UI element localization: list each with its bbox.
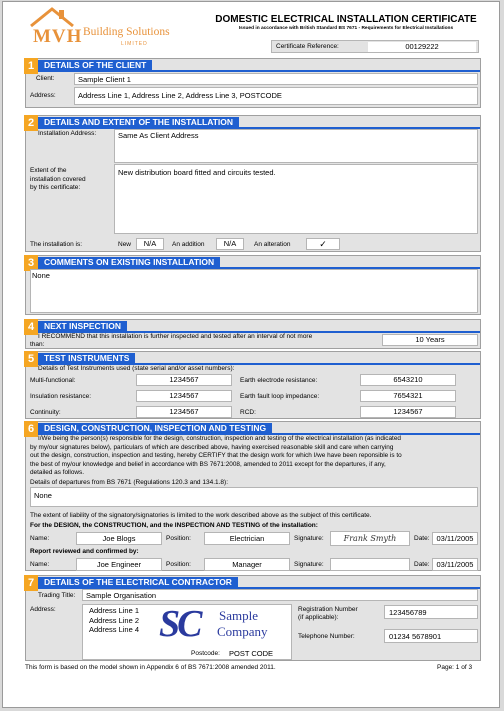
declaration-line-4: the best of my/our knowledge and belief in accordance with BS 7671:2008, amended to 2011 except for the departures, if any, — [30, 460, 386, 468]
earth-electrode-field[interactable] — [360, 374, 456, 386]
house-roof-icon — [29, 6, 75, 28]
footer-note: This form is based on the model shown in Appendix 6 of BS 7671:2008 amended 2011. — [25, 664, 276, 671]
insulation-label: Insulation resistance: — [30, 393, 92, 400]
certificate-reference-box — [271, 40, 479, 53]
alteration-label: An alteration — [254, 241, 291, 248]
test-instruments-intro: Details of Test Instruments used (state serial and/or asset numbers): — [38, 365, 235, 372]
section-7-number: 7 — [24, 575, 38, 591]
section-test-instruments — [25, 351, 481, 419]
section-2-number: 2 — [24, 115, 38, 131]
section-contractor — [25, 575, 481, 661]
trading-title-field[interactable] — [82, 589, 478, 601]
contractor-address-line-2: Address Line 2 — [89, 615, 140, 625]
client-address-label: Address: — [30, 92, 56, 99]
reviewer-date-label: Date: — [414, 561, 430, 568]
alteration-field[interactable] — [306, 238, 340, 250]
telephone-value: 01234 5678901 — [389, 632, 442, 641]
installation-address-field[interactable] — [114, 129, 478, 163]
section-next-inspection — [25, 319, 481, 349]
reviewer-date-field[interactable] — [432, 558, 478, 571]
certificate-reference-value: 00129222 — [405, 42, 439, 51]
installation-is-label: The installation is: — [30, 241, 83, 248]
next-inspection-text-line-2: than: — [30, 341, 45, 348]
reviewer-position-field[interactable] — [204, 558, 290, 571]
contractor-address-field[interactable] — [82, 604, 292, 660]
earth-electrode-label: Earth electrode resistance: — [240, 377, 318, 384]
declaration-line-1: I/We being the person(s) responsible for the design, construction, inspection and testing of the electrical installation (as indicated — [38, 435, 401, 442]
extent-field[interactable] — [114, 164, 478, 234]
page-number: Page: 1 of 3 — [437, 664, 473, 671]
extent-label-line-3: by this certificate: — [30, 184, 81, 191]
next-inspection-value: 10 Years — [415, 335, 445, 344]
multi-functional-value: 1234567 — [169, 375, 199, 384]
section-6-number: 6 — [24, 421, 38, 437]
section-installation — [25, 115, 481, 252]
insulation-value: 1234567 — [169, 391, 199, 400]
section-1-title: DETAILS OF THE CLIENT — [38, 60, 152, 71]
reviewer-signature-field[interactable] — [330, 558, 410, 571]
company-logo — [11, 6, 181, 50]
certificate-reference-field[interactable] — [368, 42, 476, 52]
section-1-number: 1 — [24, 58, 38, 74]
comments-field[interactable] — [30, 269, 478, 313]
section-2-title: DETAILS AND EXTENT OF THE INSTALLATION — [38, 117, 239, 128]
telephone-label: Telephone Number: — [298, 633, 355, 640]
designer-date-value: 03/11/2005 — [436, 534, 474, 543]
certificate-reference-label: Certificate Reference: — [276, 43, 339, 50]
contractor-address-lines — [89, 606, 139, 635]
designer-signature-label: Signature: — [294, 535, 324, 542]
contractor-address-label: Address: — [30, 606, 56, 613]
reviewer-position-value: Manager — [232, 560, 262, 569]
new-label: New — [118, 241, 132, 248]
multi-functional-field[interactable] — [136, 374, 232, 386]
review-heading: Report reviewed and confirmed by: — [30, 548, 139, 555]
section-4-title: NEXT INSPECTION — [38, 321, 127, 332]
extent-value: New distribution board fitted and circuits tested. — [118, 168, 276, 177]
section-3-title: COMMENTS ON EXISTING INSTALLATION — [38, 257, 220, 268]
declaration-line-5: detailed as follows. — [30, 469, 84, 477]
section-client — [25, 58, 481, 108]
client-value: Sample Client 1 — [78, 75, 131, 84]
declaration-line-2: by my/our signatures below), particulars of which are described above, having exercised reasonable skill and care when carrying — [30, 443, 394, 451]
designer-name-field[interactable] — [76, 532, 162, 545]
designer-date-label: Date: — [414, 535, 430, 542]
reviewer-name-field[interactable] — [76, 558, 162, 571]
section-design-construction — [25, 421, 481, 571]
section-7-title: DETAILS OF THE ELECTRICAL CONTRACTOR — [38, 577, 238, 588]
extent-label-line-2: installation covered — [30, 175, 86, 183]
next-inspection-field[interactable] — [382, 334, 478, 346]
designer-name-label: Name: — [30, 535, 50, 542]
earth-loop-label: Earth fault loop impedance: — [240, 393, 320, 400]
client-address-value: Address Line 1, Address Line 2, Address Line 3, POSTCODE — [78, 91, 282, 100]
client-label: Client: — [36, 75, 55, 82]
design-heading: For the DESIGN, the CONSTRUCTION, and the INSPECTION AND TESTING of the installation: — [30, 522, 318, 529]
registration-value: 123456789 — [389, 608, 427, 617]
alteration-check-icon: ✓ — [319, 239, 327, 249]
postcode-value: POST CODE — [229, 649, 274, 658]
extent-label — [30, 167, 86, 193]
postcode-label: Postcode: — [191, 650, 220, 657]
installation-address-value: Same As Client Address — [118, 131, 199, 140]
contractor-address-line-3: Address Line 4 — [89, 625, 140, 634]
certificate-subtitle: Issued in accordance with British Standard BS 7671 - Requirements for Electrical Installations — [238, 26, 454, 31]
registration-label-line-2: (if applicable): — [298, 614, 339, 621]
rcd-label: RCD: — [240, 409, 256, 416]
multi-functional-label: Multi-functional: — [30, 377, 76, 384]
client-address-field[interactable] — [74, 87, 478, 105]
addition-value: N/A — [223, 239, 237, 248]
reviewer-name-value: Joe Engineer — [96, 560, 142, 569]
section-1-rule — [38, 70, 480, 72]
designer-signature-field[interactable] — [330, 531, 410, 546]
section-3-number: 3 — [24, 255, 38, 271]
designer-position-field[interactable] — [204, 532, 290, 545]
telephone-field[interactable] — [384, 629, 478, 643]
departures-value: None — [34, 491, 52, 500]
trading-title-label: Trading Title: — [38, 592, 76, 599]
new-field[interactable] — [136, 238, 164, 250]
departures-label: Details of departures from BS 7671 (Regulations 120.3 and 134.1.8): — [30, 479, 229, 486]
contractor-logo-mark: SC — [159, 603, 200, 645]
logo-sub: LIMITED — [121, 41, 148, 47]
section-5-number: 5 — [24, 351, 38, 367]
designer-position-value: Electrician — [229, 534, 265, 543]
earth-loop-value: 7654321 — [393, 391, 423, 400]
registration-label-line-1: Registration Number — [298, 606, 358, 613]
continuity-field[interactable] — [136, 406, 232, 418]
designer-position-label: Position: — [166, 535, 191, 542]
declaration-text — [30, 435, 402, 478]
new-value: N/A — [143, 239, 157, 248]
continuity-label: Continuity: — [30, 409, 61, 416]
contractor-address-line-1: Address Line 1 — [89, 606, 140, 615]
designer-signature-value: Frank Smyth — [343, 534, 397, 543]
next-inspection-text — [30, 333, 313, 349]
certificate-title: DOMESTIC ELECTRICAL INSTALLATION CERTIFICATE — [215, 14, 477, 25]
logo-text: MVH — [33, 26, 83, 47]
reviewer-name-label: Name: — [30, 561, 50, 568]
designer-date-field[interactable] — [432, 532, 478, 545]
logo-brand: Building Solutions — [83, 26, 170, 38]
declaration-line-3: out the design, construction, inspection and testing, hereby CERTIFY that the design work for which I/we have been reponsible is to — [30, 452, 402, 460]
contractor-logo-text-1: Sample — [219, 608, 258, 623]
earth-electrode-value: 6543210 — [393, 375, 423, 384]
certificate-page — [2, 1, 500, 708]
rcd-value: 1234567 — [393, 407, 423, 416]
addition-field[interactable] — [216, 238, 244, 250]
trading-title-value: Sample Organisation — [86, 591, 157, 600]
insulation-field[interactable] — [136, 390, 232, 402]
continuity-value: 1234567 — [169, 407, 199, 416]
contractor-logo — [159, 603, 291, 646]
section-4-number: 4 — [24, 319, 38, 335]
liability-text: The extent of liability of the signatory/signatories is limited to the work described above as the subject of this certificate. — [30, 512, 372, 519]
comments-value: None — [32, 271, 50, 280]
departures-field[interactable] — [30, 487, 478, 507]
designer-name-value: Joe Blogs — [102, 534, 136, 543]
client-field[interactable] — [74, 73, 478, 85]
registration-field[interactable] — [384, 605, 478, 619]
reviewer-signature-label: Signature: — [294, 561, 324, 568]
section-5-title: TEST INSTRUMENTS — [38, 353, 135, 364]
installation-address-label: Installation Address: — [38, 130, 97, 137]
next-inspection-text-line-1: I RECOMMEND that this installation is further inspected and tested after an interval of not more — [38, 333, 313, 340]
rcd-field[interactable] — [360, 406, 456, 418]
earth-loop-field[interactable] — [360, 390, 456, 402]
section-comments — [25, 255, 481, 315]
contractor-logo-text-2: Company — [217, 624, 268, 639]
reviewer-date-value: 03/11/2005 — [436, 560, 474, 569]
extent-label-line-1: Extent of the — [30, 167, 67, 174]
addition-label: An addition — [172, 241, 205, 248]
registration-label — [298, 606, 358, 622]
section-6-title: DESIGN, CONSTRUCTION, INSPECTION AND TESTING — [38, 423, 272, 434]
reviewer-position-label: Position: — [166, 561, 191, 568]
